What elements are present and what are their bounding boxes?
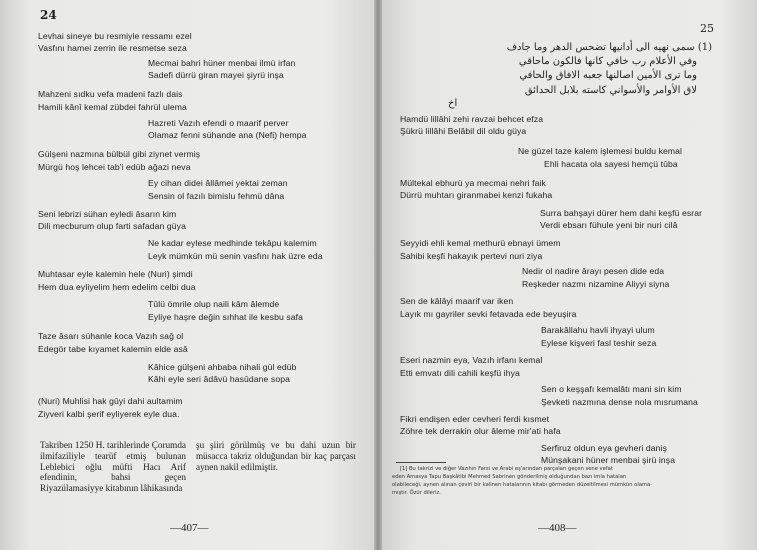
running-page-number: 25 (700, 22, 714, 35)
verse-line: Dürrü muhtarı giranmabei kenzi fukaha (400, 190, 553, 200)
verse-line: (Nuri) Muhlisi hak gûyi dahi aultamim (38, 396, 183, 406)
arabic-line-5: اخ (448, 98, 458, 109)
verse-line: Olamaz fenni sühande ana (Nefi) hempa (148, 130, 307, 140)
verse-line: Sen o keşşafı kemalâtı mani sin kim (541, 384, 682, 394)
prose-column-right: şu şiiri görülmüş ve bu dahi uzun bir müsacca takriz olduğundan bir kaç parçası aynen nakil edilmiştir. (196, 440, 356, 472)
verse-line: Mahzeni sıdku vefa madeni fazlı dais (38, 89, 183, 99)
arabic-line-4: لاق الأوامر والأسواني كاسته بلابل الحدائق (524, 85, 697, 96)
verse-line: Surra bahşayi dürer hem dahi keşfü esrar (540, 208, 703, 218)
verse-line: Mürgü hoş lehcei tab'i edüb ağazi neva (38, 162, 191, 172)
prose-column-left: Takriben 1250 H. tarihlerinde Çorumda ilmifaziliyle tearüf etmiş bulunan Leblebici oğlu müfti Hacı Arif efendinin, bahsi geçen Riyazülamasiyye kitabının lâhikasında (40, 440, 186, 494)
footnote-line-3: olabileceği, aynen alınan çeviri bir kalinen hatalarının kitabı görmeden düzeltilmesi mümkün olama- (392, 482, 653, 488)
verse-line: Hamili kânî kemal zübdei fahrül ulema (38, 102, 187, 112)
verse-line: Sensin ol fazılı bimislu fehmü dâna (148, 191, 285, 201)
verse-line: Verdi ebsarı fühule yeni bir nuri cilâ (540, 220, 678, 230)
verse-line: Leyk mümkün mü senin vasfını hak üzre eda (148, 251, 323, 261)
verse-line: Taze âsarı sühanle koca Vazıh sağ ol (38, 331, 184, 341)
verse-line: Kâhi eyle seri âdâvü hasûdane sopa (148, 374, 290, 384)
verse-line: Münşakani hüner menbai şirü inşa (541, 455, 676, 465)
verse-line: Ey cihan didei âllâmei yektai zeman (148, 178, 288, 188)
verse-line: Mecmai bahri hüner menbai ilmü irfan (148, 58, 296, 68)
verse-line: Sahibi keşfi hakayık pertevi nuri ziya (400, 251, 543, 261)
verse-line: Layık mı gayriler sevki fetavada ede beyuşira (400, 309, 577, 319)
arabic-line-2: وفي الأعلام رب خافي كانها فالكون ماحاقي (518, 56, 697, 67)
verse-line: Hazreti Vazıh efendi o maarif perver (148, 118, 289, 128)
verse-line: Ne güzel taze kalem işlemesi buldu kemal (518, 146, 683, 156)
verse-line: Etti emvatı dili cahili keşfü ihya (400, 368, 520, 378)
verse-line: Şevketi nazmına dense nola mısrumana (541, 397, 698, 407)
verse-line: Nedir ol nadire ârayı pesen dide eda (522, 266, 665, 276)
verse-line: Zöhre tek derrakin olur âleme mir'ati hafa (400, 426, 561, 436)
verse-line: Tûlü ömrile olup naili kâm âlemde (148, 299, 280, 309)
verse-line: Şükrü lillâhi Belâbil dil oldu güya (400, 126, 527, 136)
arabic-line-3: وما ترى الأمين اصالنها جعبه الافاق والحافي (519, 70, 697, 81)
book-gutter (374, 0, 382, 550)
verse-line: Fikri endişen eder cevheri ferdi kısmet (400, 414, 550, 424)
page-number: —407— (170, 522, 209, 534)
verse-line: Edegör tabe kıyamet kalemin elde asâ (38, 344, 188, 354)
verse-line: Mültekal ebhurü ya mecmai nehri faik (400, 178, 546, 188)
verse-line: Vasfını hamei zerrin ile resmetse seza (38, 43, 187, 53)
verse-line: Muhtasar eyle kalemin hele (Nuri) şimdi (38, 269, 193, 279)
verse-line: Dili mecburum olup farti safadan güya (38, 221, 186, 231)
verse-line: Reşkeder nazmı nizamine Aliyyi siyna (522, 279, 670, 289)
verse-line: Ne kadar eylese medhinde tekâpu kalemim (148, 238, 317, 248)
verse-line: Seyyidi ehli kemal methurü ebnayi ümem (400, 238, 561, 248)
verse-line: Ziyveri kalbi şerif eyliyerek eyle dua. (38, 409, 180, 419)
verse-line: Eseri nazmin eya, Vazıh irfanı kemal (400, 355, 543, 365)
verse-line: Sadefi dürrü giran mayei şiyrü inşa (148, 70, 284, 80)
verse-line: Serfiruz oldun eya gevheri daniş (541, 443, 667, 453)
verse-line: Kâhice gülşeni ahbaba nihali gül edüb (148, 362, 297, 372)
verse-line: Levhai sineye bu resmiyle ressamı ezel (38, 31, 192, 41)
page-number: —408— (538, 522, 577, 534)
arabic-line-1: (1) سمى نهيه الى أدانيها تضحس الدهر وما جادف (506, 42, 712, 53)
verse-line: Sen de kâlâyi maarif var iken (400, 296, 514, 306)
verse-line: Hem dua eyliyelim hem edelim celbi dua (38, 282, 196, 292)
verse-line: Eylese kişveri fasl teshir seza (541, 338, 657, 348)
verse-line: Ehli hacata ola sayesi hemçü tûba (544, 159, 678, 169)
footnote-line-2: eden Amasya Tapu Başkâtibi Mehmed Sabrinen gönderilmiş olduğundan bazı imla hataları (392, 474, 627, 480)
right-page (378, 0, 757, 550)
verse-line: Hamdü lillâhi zehi ravzai behcet efza (400, 114, 544, 124)
verse-line: Seni lebrizi sühan eyledi âsarın kim (38, 209, 177, 219)
verse-line: Barakâllahu havli ihyayi ulum (541, 325, 655, 335)
running-page-number: 24 (40, 8, 57, 22)
left-page (0, 0, 378, 550)
footnote-rule (396, 462, 446, 463)
verse-line: Eyliye haşre değin sıhhat ile kesbu safa (148, 312, 303, 322)
verse-line: Gülşeni nazmına bülbül gibi ziynet vermiş (38, 149, 201, 159)
footnote-line-1: [1] Bu takrizi ve diğer Vazıhın Farsi ve Arabi eş'arından parçaları geçen sene vefat (400, 466, 613, 472)
footnote-line-4: mıştır. Özür dileriz. (392, 490, 441, 496)
